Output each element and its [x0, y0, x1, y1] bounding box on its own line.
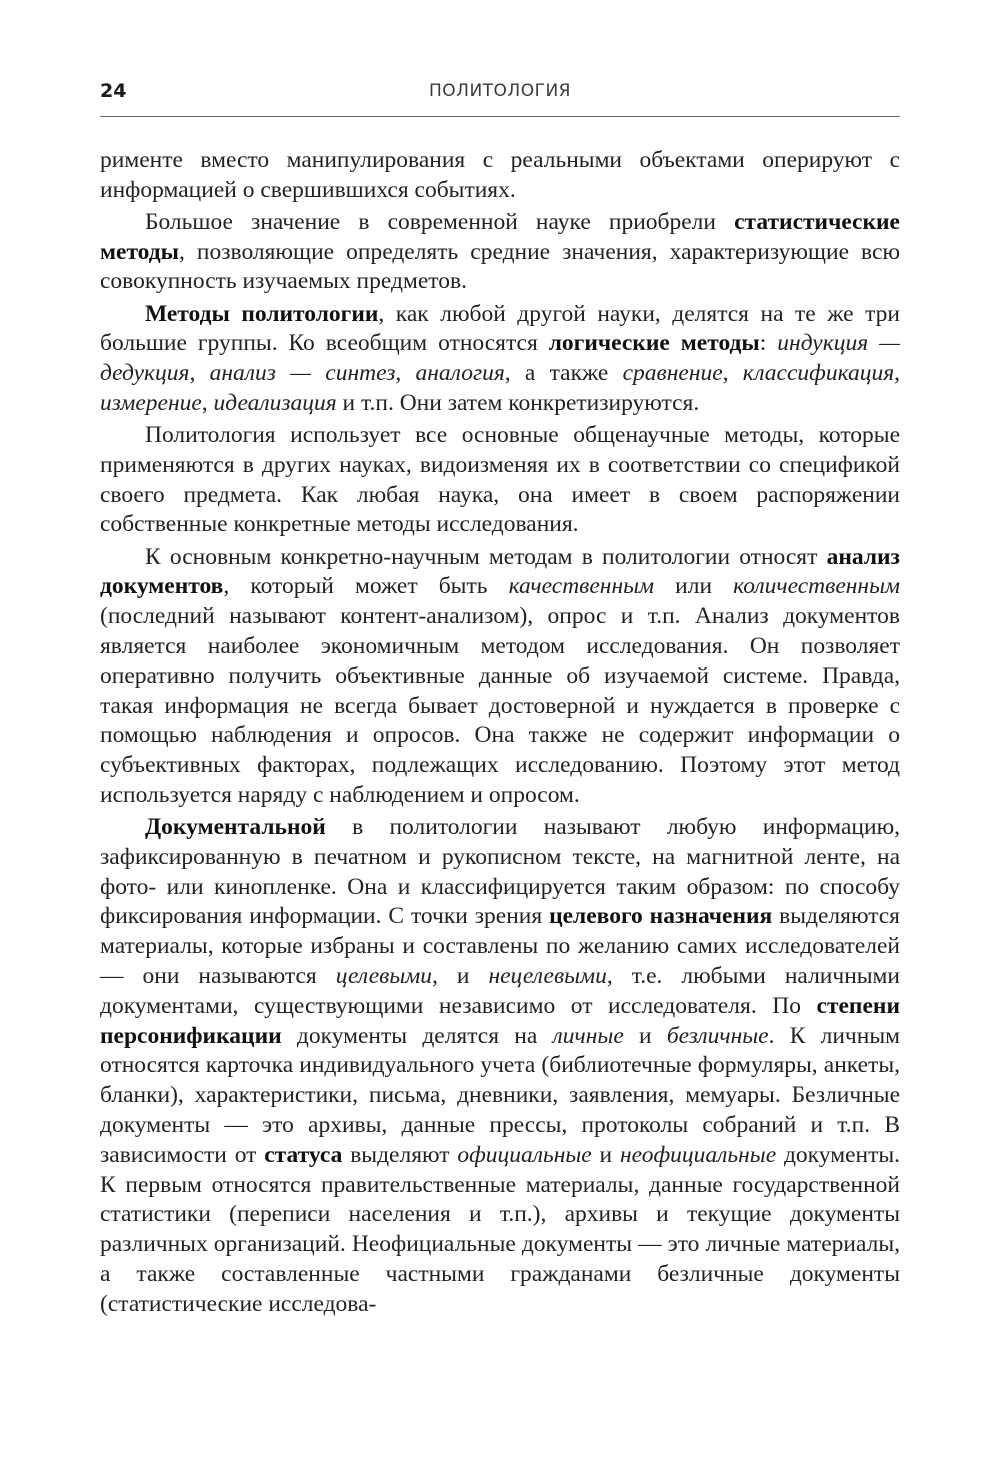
bold-term: анализ документов: [100, 543, 900, 600]
text-run: , т.е. любыми наличными документами, существующими независимо от исследователя. По: [100, 963, 901, 1019]
body-text: [100, 146, 900, 1322]
italic-term: аналогия: [415, 360, 505, 387]
italic-term: качественным: [508, 573, 655, 600]
running-title: ПОЛИТОЛОГИЯ: [429, 81, 571, 101]
italic-term: индукция — дедукция: [100, 330, 900, 387]
page-header: [100, 80, 900, 117]
text-run: К основным конкретно-научным методам в политологии относят: [145, 543, 827, 570]
italic-term: количественным: [733, 573, 900, 600]
text-run: ,: [395, 360, 416, 387]
italic-term: личные: [552, 1022, 624, 1049]
page-number: 24: [100, 80, 127, 102]
bold-term: статуса: [264, 1141, 343, 1168]
text-run: (последний называют контент-анализом), опрос и т.п. Анализ документов является наиболее экономичным методом исследования. Он позволяет оперативно получить объективные данные об изучаемой системе. Правда, такая информация не всегда бывает достоверной и нуждается в проверке с помощью наблюдения и опросов. Она также не содержит информации о субъективных факторах, подлежащих исследованию. Поэтому этот метод используется наряду с наблюдением и опросом.: [100, 603, 900, 808]
text-run: ,: [201, 389, 214, 416]
bold-term: логические методы: [548, 330, 760, 357]
italic-term: классификация: [742, 360, 895, 387]
bold-term: Методы политологии: [145, 300, 379, 327]
italic-term: неофициальные: [619, 1141, 777, 1168]
text-run: Большое значение в современной науке приобрели: [145, 208, 735, 235]
bold-term: статистические методы: [100, 208, 900, 265]
paragraph: [100, 421, 900, 540]
text-run: ,: [722, 360, 743, 387]
text-run: или: [654, 573, 734, 600]
text-run: , позволяющие определять средние значения, характеризующие всю совокупность изучаемых предметов.: [100, 238, 900, 295]
italic-term: идеализация: [213, 389, 337, 416]
italic-term: сравнение: [622, 360, 723, 387]
text-run: . К личным относятся карточка индивидуального учета (библиотечные формуляры, анкеты, бланки), характеристики, письма, дневники, заявления, мемуары. Безличные документы — это архивы, данные прессы, протоколы собраний и т.п. В зависимости от: [100, 1022, 900, 1168]
paragraph: [100, 543, 900, 811]
paragraph: [100, 208, 900, 297]
text-run: документы. К первым относятся правительственные материалы, данные государственной статистики (переписи населения и т.п.), архивы и текущие документы различных организаций. Неофициальные документы — это личные материалы, а также составленные частными гражданами безличные документы (статистические исследова-: [100, 1141, 901, 1317]
paragraph: [100, 146, 900, 206]
text-run: рименте вместо манипулирования с реальными объектами оперируют с информацией о свершившихся событиях.: [100, 147, 900, 203]
text-run: и: [591, 1141, 620, 1168]
text-run: и: [623, 1022, 667, 1049]
text-run: Политология использует все основные общенаучные методы, которые применяются в других науках, видоизменяя их в соответствии со спецификой своего предмета. Как любая наука, она имеет в своем распоряжении собственные конкретные методы исследования.: [100, 422, 900, 538]
text-run: выделяются материалы, которые избраны и составлены по желанию самих исследователей — они называются: [100, 903, 900, 989]
italic-term: анализ — синтез: [209, 360, 396, 387]
text-run: :: [759, 330, 778, 357]
italic-term: измерение: [100, 389, 202, 416]
text-run: и т.п. Они затем конкретизируются.: [336, 389, 700, 416]
text-run: , и: [432, 963, 489, 989]
text-run: в политологии называют любую информацию, зафиксированную в печатном и рукописном тексте, на магнитной ленте, на фото- или кинопленке. Она и классифицируется таким образом: по способу фиксирования информации. С точки зрения: [100, 814, 900, 930]
italic-term: целевыми: [335, 963, 433, 989]
paragraph: [100, 813, 900, 1320]
bold-term: степени персонификации: [100, 992, 900, 1049]
text-run: , который может быть: [223, 573, 509, 600]
italic-term: нецелевыми: [488, 963, 607, 989]
text-run: , а также: [504, 360, 623, 387]
italic-term: официальные: [457, 1141, 592, 1168]
italic-term: безличные: [666, 1022, 769, 1049]
text-run: ,: [894, 360, 901, 387]
text-run: , как любой другой науки, делятся на те же три большие группы. Ко всеобщим относятся: [100, 300, 900, 357]
text-run: выделяют: [342, 1141, 458, 1168]
text-run: документы делятся на: [281, 1022, 553, 1049]
text-run: ,: [189, 360, 210, 387]
bold-term: целевого назначения: [549, 903, 773, 930]
bold-term: Документальной: [145, 814, 326, 841]
paragraph: [100, 300, 900, 419]
